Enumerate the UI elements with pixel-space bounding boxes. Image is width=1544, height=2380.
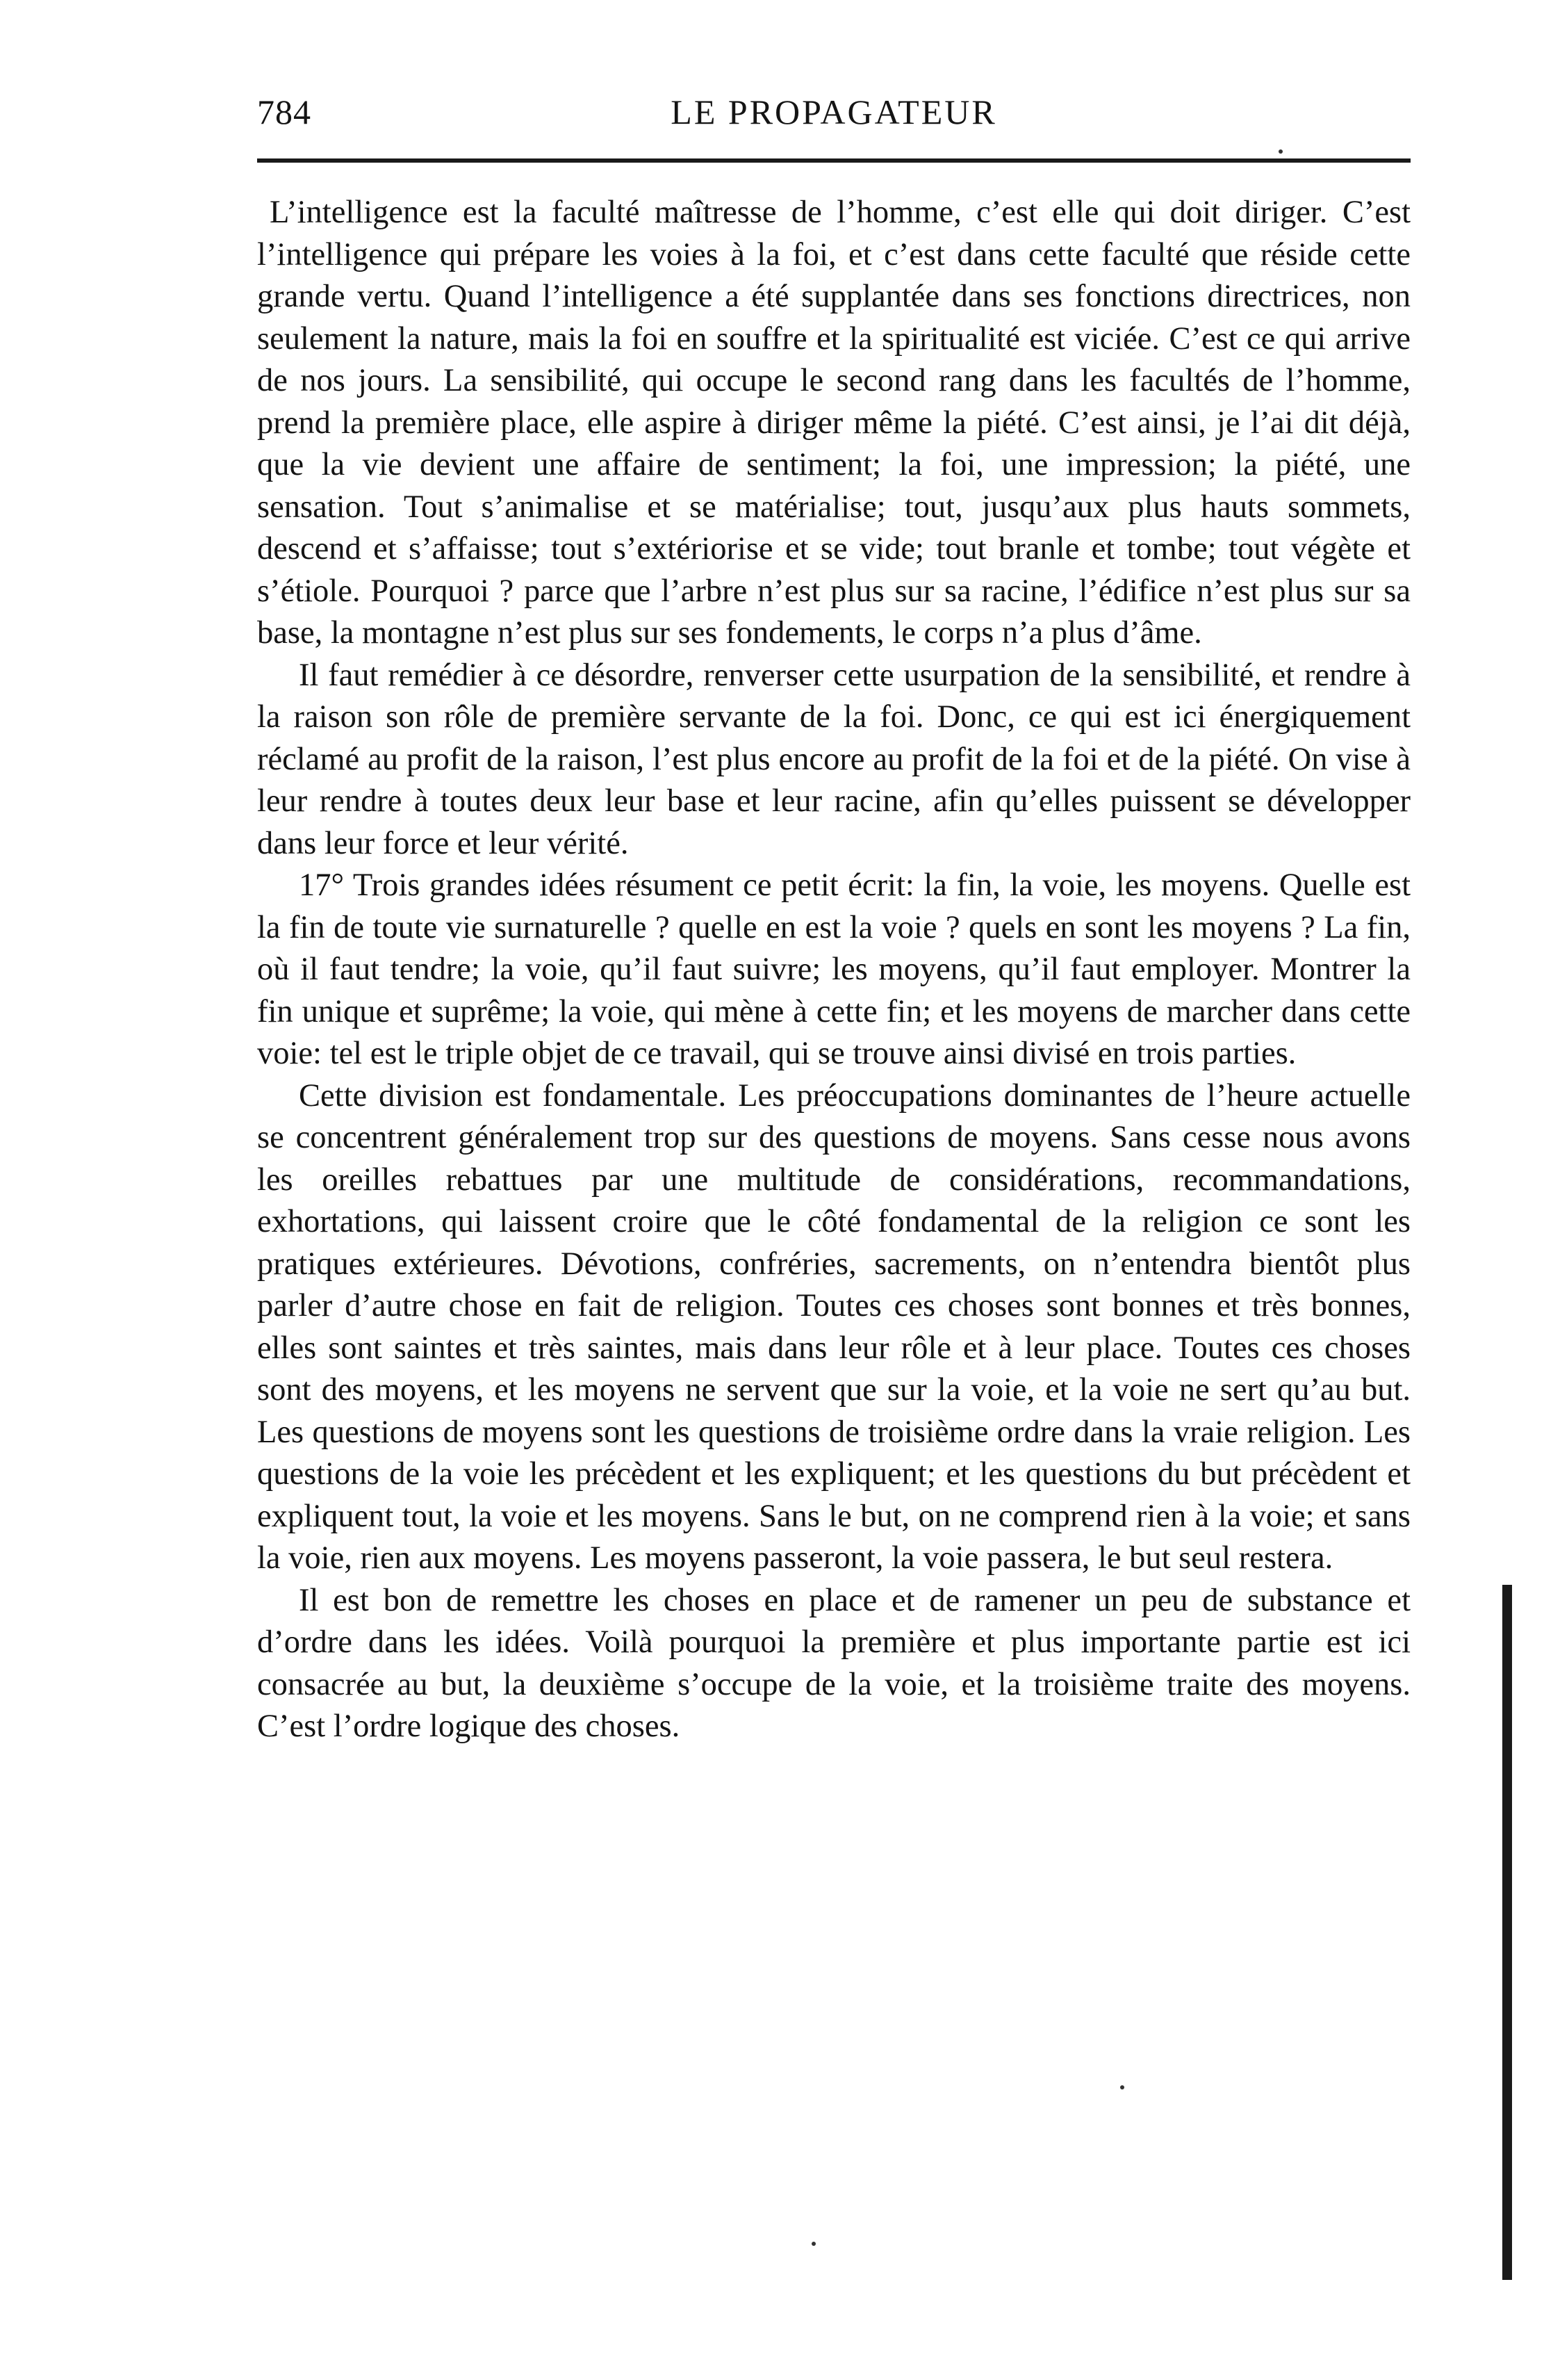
book-page [257,83,1411,1748]
header-rule [257,158,1411,163]
page-number: 784 [257,92,311,131]
paragraph-4: Cette division est fondamentale. Les préoccupations dominantes de l’heure actuelle se concentrent généralement trop sur des questions de moyens. Sans cesse nous avons les oreilles rebattues par une multitude de considérations, recommandations, exhortations, qui laissent croire que le côté fondamental de la religion ce sont les pratiques extérieures. Dévotions, confréries, sacrements, on n’entendra bientôt plus parler d’autre chose en fait de religion. Toutes ces choses sont bonnes et très bonnes, elles sont saintes et très saintes, mais dans leur rôle et à leur place. Toutes ces choses sont des moyens, et les moyens ne servent que sur la voie, et la voie ne sert qu’au but. Les questions de moyens sont les questions de troisième ordre dans la vraie religion. Les questions de la voie les précèdent et les expliquent; et les questions du but précèdent et expliquent tout, la voie et les moyens. Sans le but, on ne comprend rien à la voie; et sans la voie, rien aux moyens. Les moyens passeront, la voie passera, le but seul restera. [257,1077,1411,1576]
running-title: LE PROPAGATEUR [671,92,997,131]
body-text [257,192,1411,1748]
paragraph-1: L’intelligence est la faculté maîtresse de l’homme, c’est elle qui doit diriger. C’est l’intelligence qui prépare les voies à la foi, et c’est dans cette faculté que réside cette grande vertu. Quand l’intelligence a été supplantée dans ses fonctions directrices, non seulement la nature, mais la foi en souffre et la spiritualité est viciée. C’est ce qui arrive de nos jours. La sensibilité, qui occupe le second rang dans les facultés de l’homme, prend la première place, elle aspire à diriger même la piété. C’est ainsi, je l’ai dit déjà, que la vie devient une affaire de sentiment; la foi, une impression; la piété, une sensation. Tout s’animalise et se matérialise; tout, jusqu’aux plus hauts sommets, descend et s’affaisse; tout s’extériorise et se vide; tout branle et tombe; tout végète et s’étiole. Pourquoi ? parce que l’arbre n’est plus sur sa racine, l’édifice n’est plus sur sa base, la montagne n’est plus sur ses fondements, le corps n’a plus d’âme. [257,195,1411,651]
paragraph-2: Il faut remédier à ce désordre, renverser cette usurpation de la sensibilité, et rendre à la raison son rôle de première servante de la foi. Donc, ce qui est ici énergiquement réclamé au profit de la raison, l’est plus encore au profit de la foi et de la piété. On vise à leur rendre à toutes deux leur base et leur racine, afin qu’elles puissent se développer dans leur force et leur vérité. [257,657,1411,861]
page-header [257,83,1411,146]
paragraph-3: 17° Trois grandes idées résument ce petit écrit: la fin, la voie, les moyens. Quelle est la fin de toute vie surnaturelle ? quelle en est la voie ? quels en sont les moyens ? La fin, où il faut tendre; la voie, qu’il faut suivre; les moyens, qu’il faut employer. Montrer la fin unique et suprême; la voie, qui mène à cette fin; et les moyens de marcher dans cette voie: tel est le triple objet de ce travail, qui se trouve ainsi divisé en trois parties. [257,867,1411,1071]
scan-speck [1279,149,1283,154]
scan-margin-bar [1502,1585,1512,2280]
scan-speck [812,2242,816,2246]
paragraph-5: Il est bon de remettre les choses en place et de ramener un peu de substance et d’ordre dans les idées. Voilà pourquoi la première et plus importante partie est ici consacrée au but, la deuxième s’occupe de la voie, et la troisième traite des moyens. C’est l’ordre logique des choses. [257,1582,1411,1744]
scan-speck [1120,2085,1124,2089]
